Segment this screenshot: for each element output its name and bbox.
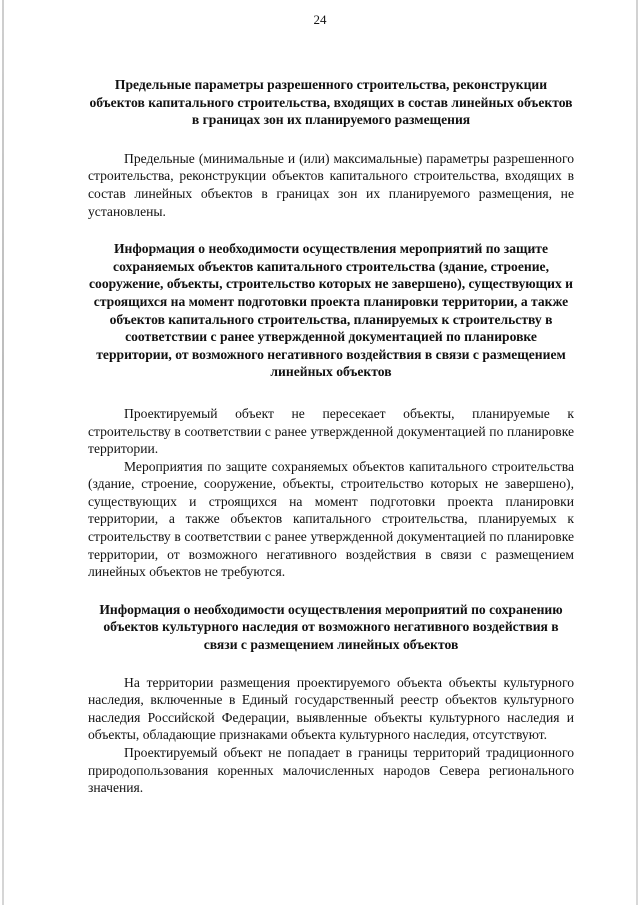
scan-edge-left xyxy=(2,0,4,905)
paragraph-heritage-absent: На территории размещения проектируемого объекта объекты культурного наследия, включенные в Единый государственный реестр объектов культурного наследия Российской Федерации, выявленные объекты культурного наследия и объекты, обладающие признаками объекта культурного наследия, отсутствуют. xyxy=(88,674,574,743)
document-body xyxy=(88,76,574,797)
paragraph-parameters-not-set: Предельные (минимальные и (или) максимальные) параметры разрешенного строительства, реконструкции объектов капитального строительства, входящих в состав линейных объектов в границах зон их планируемого размещения, не установлены. xyxy=(88,150,574,219)
scan-edge-right xyxy=(636,0,638,905)
section-heading-protection-measures: Информация о необходимости осуществления мероприятий по защите сохраняемых объектов капитального строительства (здание, строение, сооружение, объекты, строительство которых не завершено), существующих и строящихся на момент подготовки проекта планировки территории, а также объектов капитального строительства, планируемых к строительству в соответствии с ранее утвержденной документацией по планировке территории, от возможного негативного воздействия в связи с размещением линейных объектов xyxy=(88,241,573,380)
paragraph-measures-not-required: Мероприятия по защите сохраняемых объектов капитального строительства (здание, строение, сооружение, объекты, строительство которых не завершено), существующих и строящихся на момент подготовки проекта планировки территории, а также объектов капитального строительства, планируемых к строительству в соответствии с ранее утвержденной документацией по планировке территории, от возможного негативного воздействия в связи с размещением линейных объектов не требуются. xyxy=(88,458,574,580)
paragraph-traditional-nature-use: Проектируемый объект не попадает в границы территорий традиционного природопользования коренных малочисленных народов Севера регионального значения. xyxy=(88,745,574,796)
section-heading-building-parameters: Предельные параметры разрешенного строительства, реконструкции объектов капитального строительства, входящих в состав линейных объектов в границах зон их планируемого размещения xyxy=(89,77,573,128)
paragraph-no-intersection: Проектируемый объект не пересекает объекты, планируемые к строительству в соответствии с ранее утвержденной документацией по планировке территории. xyxy=(88,405,574,457)
section-heading-cultural-heritage: Информация о необходимости осуществления мероприятий по сохранению объектов культурного наследия от возможного негативного воздействия в связи с размещением линейных объектов xyxy=(99,601,563,653)
page-number: 24 xyxy=(313,12,327,27)
